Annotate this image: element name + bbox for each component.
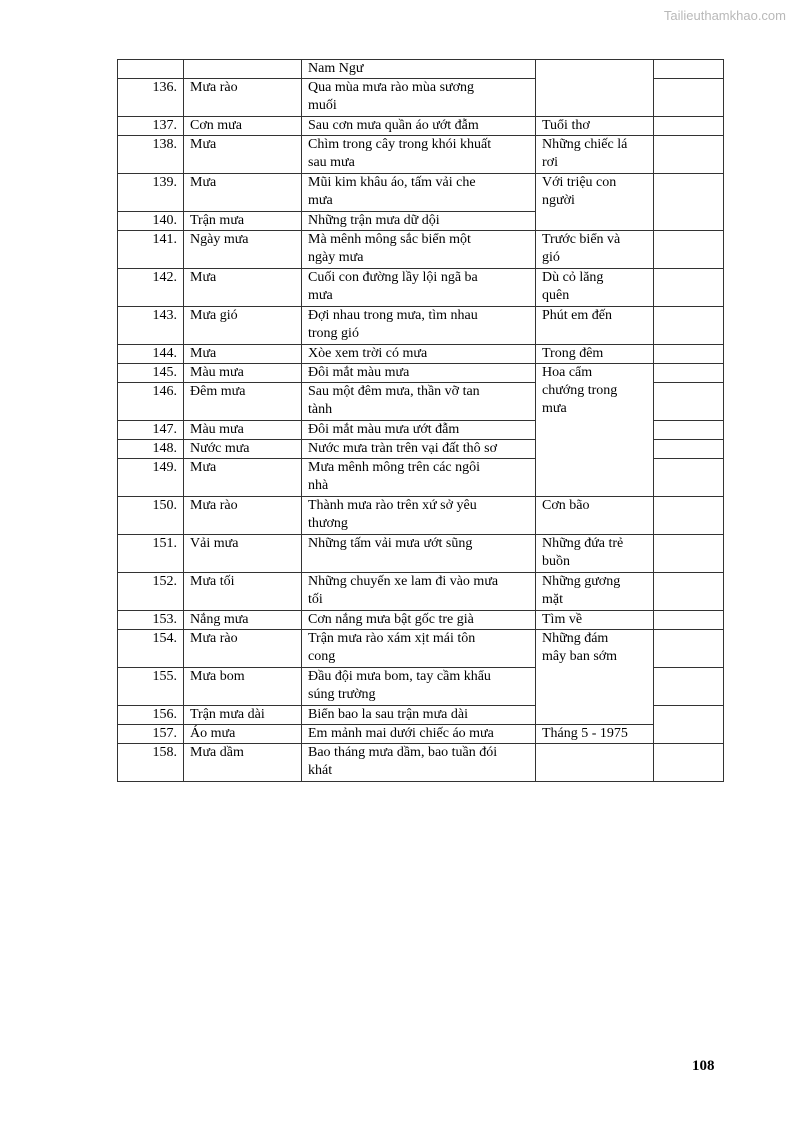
rain-word: Trận mưa <box>184 212 302 231</box>
table-row <box>118 307 724 345</box>
source-poem: Những chiếc lá rơi <box>536 136 654 174</box>
rain-word: Mưa <box>184 345 302 364</box>
source-poem <box>536 744 654 782</box>
row-number: 152. <box>118 573 184 611</box>
table-row <box>118 60 724 79</box>
source-poem: Phút em đến <box>536 307 654 345</box>
source-poem: Trước biển và gió <box>536 231 654 269</box>
source-poem: Cơn bão <box>536 497 654 535</box>
row-number: 142. <box>118 269 184 307</box>
rain-word: Mưa tối <box>184 573 302 611</box>
rain-word: Trận mưa dài <box>184 706 302 725</box>
table-row <box>118 497 724 535</box>
table-row <box>118 573 724 611</box>
row-number: 154. <box>118 630 184 668</box>
source-poem: Tháng 5 - 1975 <box>536 725 654 744</box>
rain-word: Màu mưa <box>184 364 302 383</box>
row-number: 147. <box>118 421 184 440</box>
row-number: 146. <box>118 383 184 421</box>
example-verse: Biển bao la sau trận mưa dài <box>302 706 536 725</box>
example-verse: Qua mùa mưa rào mùa sương muối <box>302 79 536 117</box>
note-cell <box>654 459 724 497</box>
rain-word: Mưa <box>184 459 302 497</box>
table-row <box>118 630 724 668</box>
example-verse: Đợi nhau trong mưa, tìm nhau trong gió <box>302 307 536 345</box>
rain-word: Mưa <box>184 174 302 212</box>
poem-table <box>117 59 724 782</box>
example-verse: Đôi mắt màu mưa <box>302 364 536 383</box>
source-poem: Tuổi thơ <box>536 117 654 136</box>
row-number: 155. <box>118 668 184 706</box>
example-verse: Mưa mênh mông trên các ngôi nhà <box>302 459 536 497</box>
note-cell <box>654 364 724 383</box>
source-poem: Với triệu con người <box>536 174 654 231</box>
rain-word: Mưa gió <box>184 307 302 345</box>
example-verse: Trận mưa rào xám xịt mái tôn cong <box>302 630 536 668</box>
example-verse: Đôi mắt màu mưa ướt đẫm <box>302 421 536 440</box>
note-cell <box>654 307 724 345</box>
row-number: 156. <box>118 706 184 725</box>
note-cell <box>654 383 724 421</box>
source-poem: Những gương mặt <box>536 573 654 611</box>
example-verse: Em mảnh mai dưới chiếc áo mưa <box>302 725 536 744</box>
example-verse: Những tấm vải mưa ướt sũng <box>302 535 536 573</box>
example-verse: Thành mưa rào trên xứ sở yêu thương <box>302 497 536 535</box>
source-poem: Những đám mây ban sớm <box>536 630 654 725</box>
row-number: 139. <box>118 174 184 212</box>
rain-word: Ngày mưa <box>184 231 302 269</box>
example-verse: Bao tháng mưa dầm, bao tuần đói khát <box>302 744 536 782</box>
example-verse: Mũi kim khâu áo, tấm vải che mưa <box>302 174 536 212</box>
row-number: 138. <box>118 136 184 174</box>
row-number: 144. <box>118 345 184 364</box>
source-poem: Những đứa trẻ buồn <box>536 535 654 573</box>
source-poem: Hoa cẩm chướng trong mưa <box>536 364 654 497</box>
rain-word: Cơn mưa <box>184 117 302 136</box>
note-cell <box>654 174 724 231</box>
example-verse: Sau một đêm mưa, thần vỡ tan tành <box>302 383 536 421</box>
rain-word: Mưa dầm <box>184 744 302 782</box>
rain-word: Mưa <box>184 269 302 307</box>
table-row <box>118 174 724 212</box>
example-verse: Cuối con đường lầy lội ngã ba mưa <box>302 269 536 307</box>
source-poem: Dù cỏ lăng quên <box>536 269 654 307</box>
rain-word <box>184 60 302 79</box>
example-verse: Đầu đội mưa bom, tay cầm khẩu súng trường <box>302 668 536 706</box>
row-number: 148. <box>118 440 184 459</box>
rain-word: Nước mưa <box>184 440 302 459</box>
note-cell <box>654 535 724 573</box>
table-row <box>118 136 724 174</box>
rain-word: Mưa <box>184 136 302 174</box>
row-number: 136. <box>118 79 184 117</box>
note-cell <box>654 269 724 307</box>
row-number: 151. <box>118 535 184 573</box>
row-number: 149. <box>118 459 184 497</box>
table-row <box>118 345 724 364</box>
row-number: 158. <box>118 744 184 782</box>
example-verse: Mà mênh mông sắc biển một ngày mưa <box>302 231 536 269</box>
table-row <box>118 744 724 782</box>
rain-word: Màu mưa <box>184 421 302 440</box>
row-number: 140. <box>118 212 184 231</box>
rain-word: Nắng mưa <box>184 611 302 630</box>
example-verse: Những trận mưa dữ dội <box>302 212 536 231</box>
row-number: 153. <box>118 611 184 630</box>
source-poem <box>536 60 654 117</box>
rain-word: Áo mưa <box>184 725 302 744</box>
row-number: 157. <box>118 725 184 744</box>
example-verse: Nam Ngư <box>302 60 536 79</box>
rain-word: Mưa bom <box>184 668 302 706</box>
table-row <box>118 535 724 573</box>
note-cell <box>654 117 724 136</box>
note-cell <box>654 668 724 706</box>
rain-word: Vải mưa <box>184 535 302 573</box>
example-verse: Chìm trong cây trong khói khuất sau mưa <box>302 136 536 174</box>
source-poem: Trong đêm <box>536 345 654 364</box>
note-cell <box>654 744 724 782</box>
note-cell <box>654 611 724 630</box>
row-number: 141. <box>118 231 184 269</box>
page-number: 108 <box>692 1058 715 1074</box>
note-cell <box>654 136 724 174</box>
row-number: 150. <box>118 497 184 535</box>
rain-word: Mưa rào <box>184 497 302 535</box>
example-verse: Sau cơn mưa quần áo ướt đẫm <box>302 117 536 136</box>
note-cell <box>654 421 724 440</box>
table-row <box>118 725 724 744</box>
table-row <box>118 117 724 136</box>
row-number: 145. <box>118 364 184 383</box>
source-poem: Tìm về <box>536 611 654 630</box>
row-number <box>118 60 184 79</box>
table-row <box>118 611 724 630</box>
note-cell <box>654 497 724 535</box>
watermark: Tailieuthamkhao.com <box>663 8 786 23</box>
rain-word: Mưa rào <box>184 630 302 668</box>
rain-word: Mưa rào <box>184 79 302 117</box>
rain-word: Đêm mưa <box>184 383 302 421</box>
note-cell <box>654 573 724 611</box>
note-cell <box>654 440 724 459</box>
row-number: 143. <box>118 307 184 345</box>
note-cell <box>654 706 724 744</box>
example-verse: Những chuyến xe lam đi vào mưa tối <box>302 573 536 611</box>
note-cell <box>654 630 724 668</box>
example-verse: Cơn nắng mưa bật gốc tre già <box>302 611 536 630</box>
note-cell <box>654 60 724 79</box>
row-number: 137. <box>118 117 184 136</box>
table-row <box>118 231 724 269</box>
example-verse: Xòe xem trời có mưa <box>302 345 536 364</box>
note-cell <box>654 79 724 117</box>
example-verse: Nước mưa tràn trên vại đất thô sơ <box>302 440 536 459</box>
note-cell <box>654 231 724 269</box>
table-row <box>118 364 724 383</box>
note-cell <box>654 345 724 364</box>
table-row <box>118 269 724 307</box>
